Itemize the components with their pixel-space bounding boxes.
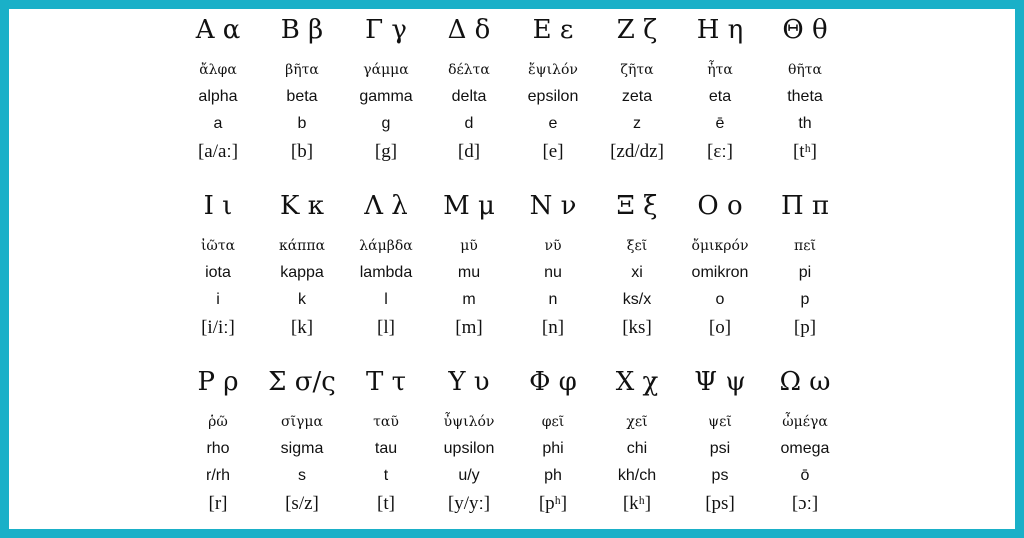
transliteration: ē xyxy=(715,115,725,132)
english-name: omikron xyxy=(691,264,749,281)
transliteration: ō xyxy=(800,467,810,484)
english-name: upsilon xyxy=(443,440,495,457)
transliteration: a xyxy=(213,115,223,132)
english-name: tau xyxy=(374,440,398,457)
transliteration: kh/ch xyxy=(617,467,657,484)
letter-glyphs: Ι ι xyxy=(203,191,233,221)
ipa-pronunciation: [y/yː] xyxy=(447,493,491,514)
ipa-pronunciation: [ps] xyxy=(705,493,735,514)
letter-glyphs: Δ δ xyxy=(447,15,491,45)
greek-name: δέλτα xyxy=(448,62,490,78)
english-name: delta xyxy=(451,88,487,105)
transliteration: s xyxy=(298,467,306,484)
letter-glyphs: Ζ ζ xyxy=(616,15,658,45)
ipa-pronunciation: [m] xyxy=(455,317,483,338)
transliteration: i xyxy=(216,291,220,308)
ipa-pronunciation: [n] xyxy=(541,317,565,338)
ipa-pronunciation: [tʰ] xyxy=(792,141,818,162)
ipa-pronunciation: [a/aː] xyxy=(197,141,239,162)
greek-name: ῥῶ xyxy=(208,414,228,430)
transliteration: e xyxy=(548,115,558,132)
letter-glyphs: Τ τ xyxy=(366,367,406,397)
transliteration: n xyxy=(548,291,558,308)
ipa-pronunciation: [l] xyxy=(377,317,395,338)
english-name: pi xyxy=(798,264,812,281)
english-name: beta xyxy=(286,88,318,105)
ipa-pronunciation: [k] xyxy=(290,317,314,338)
letter-glyphs: Μ μ xyxy=(443,191,495,221)
transliteration: ph xyxy=(544,467,562,484)
ipa-pronunciation: [o] xyxy=(708,317,732,338)
ipa-pronunciation: [e] xyxy=(542,141,564,162)
greek-name: γάμμα xyxy=(363,62,409,78)
letter-glyphs: Ο ο xyxy=(697,191,743,221)
letter-glyphs: Ν ν xyxy=(529,191,577,221)
letter-glyphs: Φ φ xyxy=(529,367,577,397)
greek-name: νῦ xyxy=(544,238,562,254)
letter-glyphs: Σ σ/ς xyxy=(268,367,336,397)
transliteration: g xyxy=(381,115,391,132)
transliteration: b xyxy=(297,115,307,132)
greek-name: φεῖ xyxy=(541,414,565,430)
greek-name: χεῖ xyxy=(626,414,648,430)
transliteration: d xyxy=(464,115,474,132)
transliteration: u/y xyxy=(458,467,480,484)
ipa-pronunciation: [t] xyxy=(377,493,395,514)
english-name: zeta xyxy=(621,88,653,105)
greek-name: λάμβδα xyxy=(359,238,413,254)
greek-name: μῦ xyxy=(460,238,478,254)
ipa-pronunciation: [zd/dz] xyxy=(610,141,664,162)
english-name: lambda xyxy=(359,264,413,281)
english-name: sigma xyxy=(280,440,324,457)
greek-name: ψεῖ xyxy=(708,414,732,430)
english-name: mu xyxy=(457,264,481,281)
letter-glyphs: Ω ω xyxy=(779,367,831,397)
ipa-pronunciation: [i/iː] xyxy=(201,317,235,338)
english-name: gamma xyxy=(359,88,413,105)
letter-glyphs: Α α xyxy=(195,15,241,45)
transliteration: z xyxy=(633,115,641,132)
transliteration: o xyxy=(715,291,725,308)
english-name: eta xyxy=(708,88,732,105)
english-name: rho xyxy=(206,440,230,457)
ipa-pronunciation: [d] xyxy=(457,141,481,162)
greek-name: ὖψιλόν xyxy=(443,414,495,430)
letter-glyphs: Κ κ xyxy=(280,191,324,221)
english-name: phi xyxy=(542,440,564,457)
ipa-pronunciation: [s/z] xyxy=(285,493,319,514)
letter-glyphs: Β β xyxy=(280,15,324,45)
letter-glyphs: Γ γ xyxy=(365,15,407,45)
greek-name: ὦμέγα xyxy=(782,414,828,430)
transliteration: ks/x xyxy=(622,291,652,308)
greek-name: ὄμικρόν xyxy=(691,238,749,254)
ipa-pronunciation: [r] xyxy=(208,493,228,514)
letter-glyphs: Υ υ xyxy=(448,367,490,397)
english-name: epsilon xyxy=(527,88,579,105)
ipa-pronunciation: [ks] xyxy=(622,317,652,338)
greek-name: ἔψιλόν xyxy=(528,62,578,78)
greek-name: ἰῶτα xyxy=(200,238,236,254)
transliteration: m xyxy=(462,291,476,308)
transliteration: ps xyxy=(711,467,729,484)
letter-glyphs: Λ λ xyxy=(364,191,408,221)
ipa-pronunciation: [b] xyxy=(290,141,314,162)
english-name: alpha xyxy=(198,88,238,105)
ipa-pronunciation: [p] xyxy=(793,317,817,338)
letter-glyphs: Ρ ρ xyxy=(197,367,239,397)
english-name: theta xyxy=(787,88,823,105)
ipa-pronunciation: [g] xyxy=(374,141,398,162)
english-name: psi xyxy=(709,440,731,457)
transliteration: t xyxy=(383,467,389,484)
ipa-pronunciation: [ɛː] xyxy=(707,141,733,162)
english-name: kappa xyxy=(280,264,324,281)
greek-name: ἦτα xyxy=(707,62,733,78)
letter-glyphs: Η η xyxy=(696,15,744,45)
transliteration: p xyxy=(800,291,810,308)
letter-glyphs: Π π xyxy=(780,191,830,221)
ipa-pronunciation: [ɔː] xyxy=(791,493,819,514)
greek-name: ζῆτα xyxy=(620,62,654,78)
english-name: nu xyxy=(544,264,562,281)
greek-name: σῖγμα xyxy=(281,414,323,430)
letter-glyphs: Χ χ xyxy=(615,367,659,397)
english-name: omega xyxy=(780,440,830,457)
ipa-pronunciation: [kʰ] xyxy=(622,493,652,514)
greek-name: κάππα xyxy=(278,238,326,254)
ipa-pronunciation: [pʰ] xyxy=(538,493,568,514)
greek-name: ταῦ xyxy=(373,414,399,430)
english-name: iota xyxy=(205,264,231,281)
letter-glyphs: Ψ ψ xyxy=(694,367,746,397)
letter-glyphs: Θ θ xyxy=(782,15,828,45)
transliteration: l xyxy=(384,291,388,308)
transliteration: r/rh xyxy=(206,467,230,484)
letter-glyphs: Ε ε xyxy=(532,15,574,45)
greek-name: βῆτα xyxy=(285,62,319,78)
greek-name: πεῖ xyxy=(794,238,816,254)
greek-name: θῆτα xyxy=(787,62,822,78)
english-name: chi xyxy=(626,440,648,457)
transliteration: k xyxy=(298,291,306,308)
transliteration: th xyxy=(798,115,812,132)
greek-name: ἄλφα xyxy=(199,62,237,78)
letter-glyphs: Ξ ξ xyxy=(616,191,658,221)
english-name: xi xyxy=(631,264,643,281)
greek-name: ξεῖ xyxy=(626,238,648,254)
